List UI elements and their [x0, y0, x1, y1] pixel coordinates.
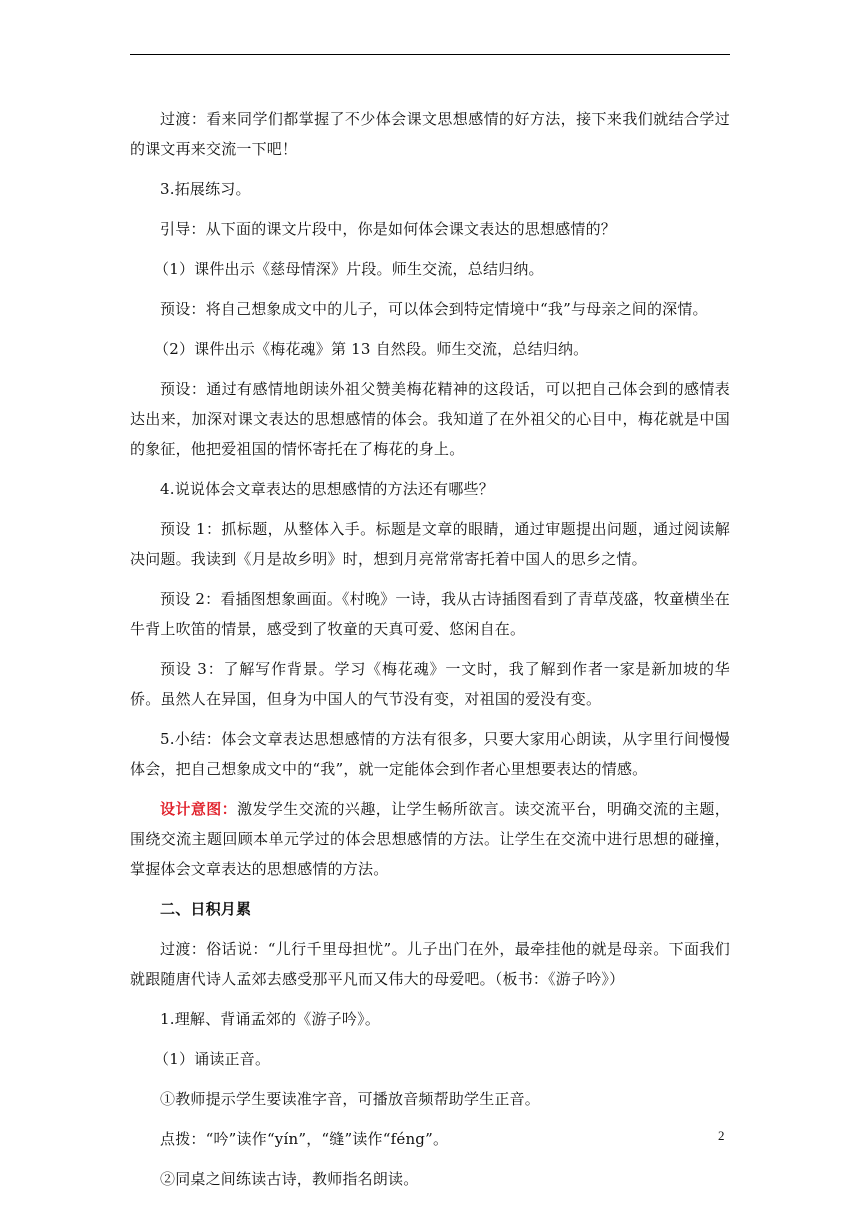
design-intent-label: 设计意图： — [160, 800, 238, 818]
paragraph-preset-2: 预设 2：看插图想象画面。《村晚》一诗，我从古诗插图看到了青草茂盛，牧童横坐在牛背上吹笛的情景，感受到了牧童的天真可爱、悠闲自在。 — [130, 590, 730, 638]
page-number: 2 — [718, 1128, 725, 1143]
paragraph-preset-3: 预设 3：了解写作背景。学习《梅花魂》一文时，我了解到作者一家是新加坡的华侨。虽然人在异国，但身为中国人的气节没有变，对祖国的爱没有变。 — [130, 660, 730, 708]
paragraph-sub-2: （2）课件出示《梅花魂》第 13 自然段。师生交流，总结归纳。 — [154, 340, 589, 358]
paragraph-step-2: ②同桌之间练读古诗，教师指名朗读。 — [160, 1170, 419, 1188]
paragraph-sub-1: （1）课件出示《慈母情深》片段。师生交流，总结归纳。 — [154, 260, 544, 278]
section-heading: 二、日积月累 — [160, 900, 252, 918]
design-intent-paragraph — [130, 794, 730, 884]
paragraph-hint: 点拨：“吟”读作“yín”，“缝”读作“féng”。 — [160, 1130, 449, 1148]
paragraph-preset-1: 预设 1：抓标题，从整体入手。标题是文章的眼睛，通过审题提出问题，通过阅读解决问题。我读到《月是故乡明》时，想到月亮常常寄托着中国人的思乡之情。 — [130, 520, 730, 568]
paragraph-preset-a: 预设：将自己想象成文中的儿子，可以体会到特定情境中“我”与母亲之间的深情。 — [160, 300, 708, 318]
paragraph-guide: 引导：从下面的课文片段中，你是如何体会课文表达的思想感情的？ — [160, 220, 617, 238]
paragraph-item-1: 1.理解、背诵孟郊的《游子吟》。 — [160, 1010, 381, 1028]
paragraph-transition-2: 过渡：俗话说：“儿行千里母担忧”。儿子出门在外，最牵挂他的就是母亲。下面我们就跟随唐代诗人孟郊去感受那平凡而又伟大的母爱吧。（板书：《游子吟》） — [130, 940, 730, 988]
document-body — [130, 104, 730, 1204]
paragraph-item-4: 4.说说体会文章表达的思想感情的方法还有哪些？ — [160, 480, 494, 498]
paragraph-summary: 5.小结：体会文章表达思想感情的方法有很多，只要大家用心朗读，从字里行间慢慢体会，把自己想象成文中的“我”，就一定能体会到作者心里想要表达的情感。 — [130, 730, 730, 778]
design-intent-text: 激发学生交流的兴趣，让学生畅所欲言。读交流平台，明确交流的主题，围绕交流主题回顾本单元学过的体会思想感情的方法。让学生在交流中进行思想的碰撞，掌握体会文章表达的思想感情的方法。 — [130, 800, 730, 878]
paragraph-preset-b: 预设：通过有感情地朗读外祖父赞美梅花精神的这段话，可以把自己体会到的感情表达出来，加深对课文表达的思想感情的体会。我知道了在外祖父的心目中，梅花就是中国的象征，他把爱祖国的情怀寄托在了梅花的身上。 — [130, 380, 730, 458]
header-rule — [130, 54, 730, 55]
paragraph-transition-1: 过渡：看来同学们都掌握了不少体会课文思想感情的好方法，接下来我们就结合学过的课文再来交流一下吧！ — [130, 110, 730, 158]
paragraph-step-1: ①教师提示学生要读准字音，可播放音频帮助学生正音。 — [160, 1090, 541, 1108]
paragraph-item-3: 3.拓展练习。 — [160, 180, 251, 198]
paragraph-sub-read: （1）诵读正音。 — [154, 1050, 271, 1068]
